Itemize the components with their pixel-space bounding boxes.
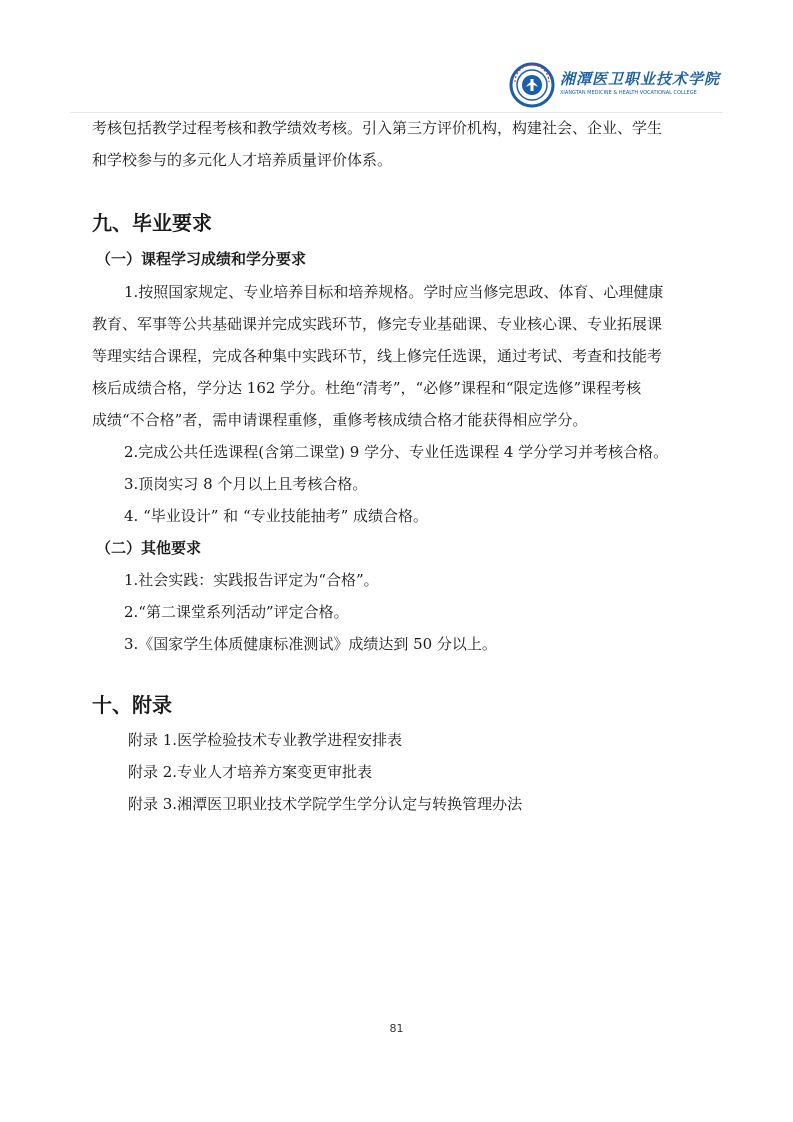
page-number: 81 xyxy=(389,1022,404,1035)
college-logo xyxy=(508,62,721,108)
requirement-1-line-1: 1.按照国家规定、专业培养目标和培养规格。学时应当修完思政、体育、心理健康 xyxy=(124,283,664,301)
requirement-4: 4. “毕业设计” 和 “专业技能抽考” 成绩合格。 xyxy=(124,507,429,525)
requirement-1-line-4: 核后成绩合格，学分达 162 学分。杜绝“清考”，“必修”课程和“限定选修”课程考核 xyxy=(92,379,642,397)
intro-line-2: 和学校参与的多元化人才培养质量评价体系。 xyxy=(92,151,393,169)
requirement-2: 2.完成公共任选课程(含第二课堂) 9 学分、专业任选课程 4 学分学习并考核合格。 xyxy=(124,443,669,461)
section-9-heading: 九、毕业要求 xyxy=(92,211,212,235)
appendix-item-2: 附录 2.专业人才培养方案变更审批表 xyxy=(128,763,373,781)
appendix-item-3: 附录 3.湘潭医卫职业技术学院学生学分认定与转换管理办法 xyxy=(128,795,523,813)
requirement-1-line-2: 教育、军事等公共基础课并完成实践环节，修完专业基础课、专业核心课、专业拓展课 xyxy=(92,315,663,333)
other-requirement-2: 2.“第二课堂系列活动”评定合格。 xyxy=(124,603,349,621)
requirement-1-line-5: 成绩“不合格”者，需申请课程重修，重修考核成绩合格才能获得相应学分。 xyxy=(92,411,588,429)
intro-line-1: 考核包括教学过程考核和教学绩效考核。引入第三方评价机构，构建社会、企业、学生 xyxy=(92,119,663,137)
subsection-2-heading: （二）其他要求 xyxy=(96,539,202,557)
subsection-1-heading: （一）课程学习成绩和学分要求 xyxy=(96,250,307,268)
section-10-heading: 十、附录 xyxy=(92,693,172,717)
other-requirement-1: 1.社会实践：实践报告评定为“合格”。 xyxy=(124,571,379,589)
logo-name-en: XIANGTAN MEDICINE & HEALTH VOCATIONAL COLLEGE xyxy=(560,90,697,96)
requirement-3: 3.顶岗实习 8 个月以上且考核合格。 xyxy=(124,475,368,493)
header-divider xyxy=(70,112,723,113)
requirement-1-line-3: 等理实结合课程，完成各种集中实践环节，线上修完任选课，通过考试、考查和技能考 xyxy=(92,347,663,365)
other-requirement-3: 3.《国家学生体质健康标准测试》成绩达到 50 分以上。 xyxy=(124,635,497,653)
logo-name-cn: 湘潭医卫职业技术学院 xyxy=(560,70,721,88)
appendix-item-1: 附录 1.医学检验技术专业教学进程安排表 xyxy=(128,731,403,749)
